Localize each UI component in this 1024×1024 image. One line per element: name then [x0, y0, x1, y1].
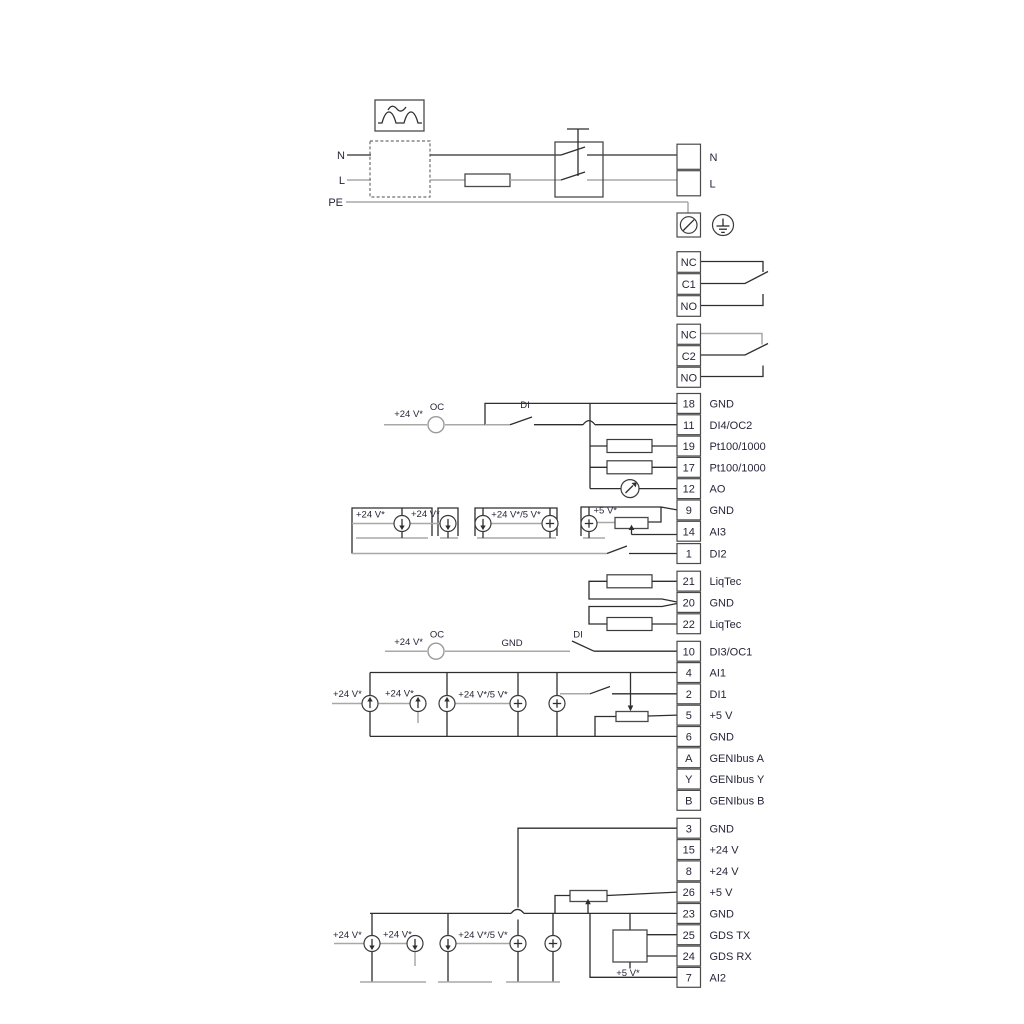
terminal-label: GND	[709, 505, 734, 517]
terminal-number: 2	[685, 688, 692, 701]
l-in-label: L	[338, 175, 345, 187]
terminal-blocks	[677, 144, 766, 987]
voltage-source-icon	[545, 936, 561, 952]
terminal-label: N	[709, 151, 718, 164]
di3-supply-label: +24 V*	[394, 637, 423, 648]
di3-gnd-label: GND	[501, 638, 523, 649]
voltage-source-icon	[510, 696, 526, 712]
terminal-label: GENIbus A	[709, 752, 764, 765]
terminal-number: C1	[681, 279, 696, 291]
current-source-up-icon	[362, 696, 378, 712]
terminal-number: 19	[682, 441, 695, 454]
terminal-label: +24 V	[709, 844, 739, 857]
terminal-number: C2	[681, 350, 696, 363]
voltage-source-icon	[542, 516, 558, 532]
current-source-down-icon	[440, 516, 456, 532]
relay2-wiring	[701, 334, 768, 377]
terminal-number: NO	[680, 301, 697, 313]
pt100-sensor-icon	[607, 461, 652, 474]
terminal-number: 26	[682, 887, 695, 900]
terminal-number: 7	[685, 972, 692, 985]
terminal-number: 18	[682, 398, 695, 411]
terminal-label: Pt100/1000	[709, 462, 766, 475]
terminal-number: 14	[682, 526, 695, 539]
current-source-down-icon	[364, 936, 380, 952]
ai1-s2-label: +24 V*	[385, 688, 414, 700]
di4-supply-label: +24 V*	[394, 409, 423, 420]
di3-di-label: DI	[573, 629, 583, 641]
voltage-source-icon	[549, 696, 565, 712]
di3-section	[385, 630, 677, 660]
terminal-number: A	[685, 752, 693, 765]
terminal-label: Pt100/1000	[709, 441, 766, 454]
ai2-s4-label: +5 V*	[616, 968, 640, 979]
screw-terminal-icon	[680, 217, 697, 234]
pe-label: PE	[328, 197, 343, 209]
ai2-s2-label: +24 V*	[383, 929, 412, 941]
current-source-down-icon	[394, 516, 410, 532]
di4-oc-label: OC	[429, 402, 445, 413]
fuse	[465, 174, 510, 187]
ai2-section	[333, 828, 677, 982]
terminal-cell-nl-1	[677, 171, 701, 196]
terminal-label: +24 V	[709, 865, 739, 878]
terminal-label: AI3	[709, 526, 727, 539]
analog-output-gauge-icon	[590, 480, 677, 498]
terminal-number: 25	[682, 929, 695, 942]
ai1-s1-label: +24 V*	[333, 689, 362, 700]
terminal-label: +5 V	[709, 710, 733, 723]
terminal-label: GND	[709, 731, 734, 744]
ai1-section	[332, 673, 677, 737]
terminal-number: 10	[682, 646, 695, 659]
terminal-number: 11	[683, 419, 695, 432]
terminal-label: DI3/OC1	[709, 646, 753, 659]
terminal-number: 23	[682, 908, 695, 921]
ai2-s1-label: +24 V*	[333, 930, 362, 941]
terminal-label: AI2	[709, 972, 727, 985]
terminal-label: GND	[709, 823, 734, 836]
current-source-down-icon	[475, 516, 491, 532]
ai2-s3-label: +24 V*/5 V*	[458, 930, 508, 941]
terminal-label: GDS RX	[709, 951, 752, 964]
di3-oc-label: OC	[429, 629, 445, 641]
earth-icon	[713, 215, 734, 236]
terminal-number: 1	[685, 548, 692, 561]
terminal-cell-nl-0	[677, 144, 701, 169]
terminal-number: Y	[685, 774, 693, 787]
terminal-number: 3	[685, 823, 692, 836]
ai3-s1-label: +24 V*	[356, 509, 385, 521]
di4-di-label: DI	[520, 400, 530, 411]
terminal-label: GND	[709, 597, 734, 610]
input-filter-box	[370, 141, 430, 197]
terminal-number: 22	[682, 618, 695, 631]
liqtec-sensor-icon	[607, 575, 652, 588]
terminal-number: 5	[685, 710, 692, 723]
terminal-number: 12	[682, 483, 695, 496]
terminal-number: 20	[682, 597, 695, 610]
potentiometer	[616, 712, 648, 722]
open-collector-icon	[428, 643, 444, 659]
ai3-s3-label: +24 V*/5 V*	[491, 509, 541, 521]
pt100-sensor-icon	[607, 440, 652, 453]
voltage-source-icon	[510, 936, 526, 952]
terminal-label: AI1	[709, 667, 727, 680]
terminal-number: NC	[680, 257, 697, 269]
mains-switch-box	[555, 142, 603, 197]
terminal-number: 6	[685, 731, 692, 744]
terminal-label: GDS TX	[709, 929, 751, 942]
terminal-number: NC	[680, 329, 697, 342]
terminal-label: DI2	[709, 548, 727, 561]
ai3-section	[352, 506, 677, 554]
ai1-s3-label: +24 V*/5 V*	[458, 689, 508, 701]
terminal-label: LiqTec	[709, 576, 742, 589]
current-source-up-icon	[439, 696, 455, 712]
open-collector-icon	[428, 417, 444, 433]
terminal-number: 17	[682, 462, 695, 475]
di4-section	[384, 400, 677, 498]
relay1-wiring	[701, 262, 768, 306]
power-section	[328, 100, 733, 237]
terminal-number: 15	[682, 844, 695, 857]
liqtec-sensor-icon	[607, 618, 652, 631]
terminal-label: GND	[709, 398, 734, 411]
n-in-label: N	[337, 150, 345, 162]
terminal-label: GND	[709, 908, 734, 921]
terminal-label: +5 V	[709, 887, 733, 900]
terminal-number: B	[685, 795, 693, 808]
terminal-label: L	[709, 178, 716, 191]
terminal-label: DI4/OC2	[709, 419, 753, 432]
liqtec-section	[589, 575, 677, 631]
terminal-number: 8	[685, 865, 692, 878]
terminal-number: 4	[685, 667, 692, 680]
terminal-number: 9	[685, 505, 692, 517]
terminal-label: AO	[709, 483, 726, 496]
terminal-label: LiqTec	[709, 618, 742, 631]
gds-sensor-box	[613, 930, 647, 962]
terminal-number: 21	[682, 576, 695, 589]
ai3-s4-label: +5 V*	[593, 505, 618, 517]
terminal-label: GENIbus B	[709, 795, 765, 808]
terminal-label: GENIbus Y	[709, 774, 765, 787]
terminal-number: NO	[680, 372, 697, 385]
voltage-source-icon	[581, 516, 597, 532]
ai3-s2-label: +24 V*	[411, 509, 440, 520]
terminal-label: DI1	[709, 688, 727, 701]
terminal-number: 24	[682, 951, 695, 964]
current-source-down-icon	[440, 936, 456, 952]
ac-supply-box	[375, 100, 424, 131]
